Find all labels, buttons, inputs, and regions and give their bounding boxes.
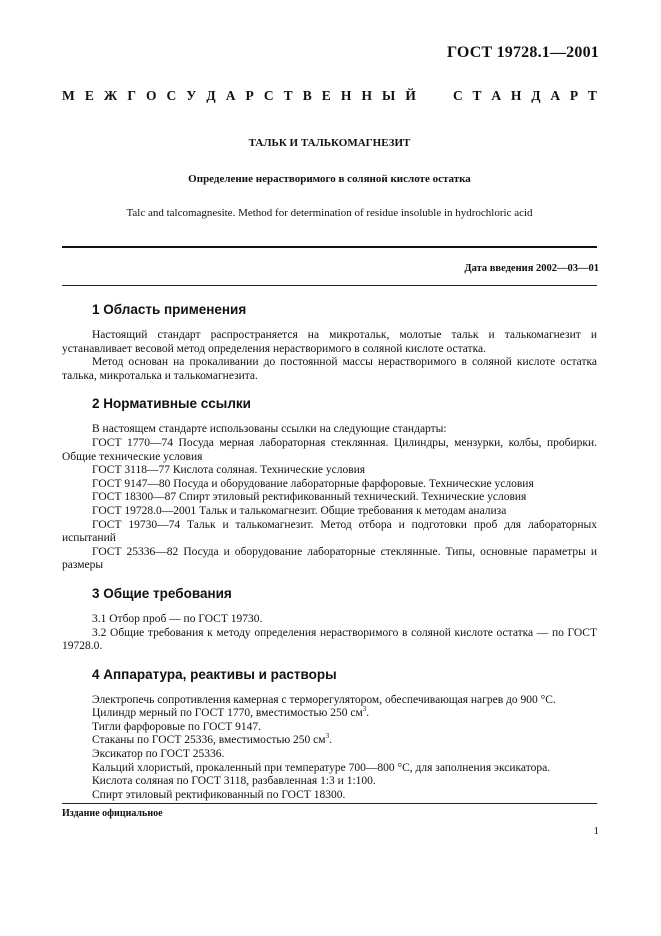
apparatus-item: Кислота соляная по ГОСТ 3118, разбавленная 1:3 и 1:100. xyxy=(92,775,376,788)
superscript: 3 xyxy=(325,732,330,741)
introduction-date: Дата введения 2002—03—01 xyxy=(464,263,599,274)
document-body xyxy=(62,300,597,802)
reference-item: ГОСТ 18300—87 Спирт этиловый ректификованный технический. Технические условия xyxy=(92,491,527,504)
section-apparatus-reagents xyxy=(62,665,597,803)
document-subtitle: Определение нерастворимого в соляной кислоте остатка xyxy=(188,173,471,185)
section-heading: 2 Нормативные ссылки xyxy=(92,396,251,412)
interstate-standard-banner xyxy=(62,88,597,104)
apparatus-item: Спирт этиловый ректификованный по ГОСТ 18300. xyxy=(92,788,346,801)
reference-item: ГОСТ 1770—74 Посуда мерная лабораторная стеклянная. Цилиндры, мензурки, колбы, пробирки. Общие технические условия xyxy=(62,436,597,463)
section-heading: 4 Аппаратура, реактивы и растворы xyxy=(92,666,337,682)
clause-item: 3.1 Отбор проб — по ГОСТ 19730. xyxy=(92,612,263,625)
reference-item: ГОСТ 3118—77 Кислота соляная. Технические условия xyxy=(92,464,366,477)
standard-code: ГОСТ 19728.1—2001 xyxy=(446,44,599,61)
paragraph: Настоящий стандарт распространяется на микротальк, молотые тальк и талькомагнезит и устанавливает весовой метод определения нерастворимого в соляной кислоте остатка. xyxy=(62,329,597,355)
apparatus-item: Стаканы по ГОСТ 25336, вместимостью 250 $см^3$. xyxy=(92,732,332,747)
apparatus-item: Тигли фарфоровые по ГОСТ 9147. xyxy=(92,720,261,733)
date-divider xyxy=(62,285,597,286)
apparatus-item: Эксикатор по ГОСТ 25336. xyxy=(92,748,225,761)
reference-intro: В настоящем стандарте использованы ссылки на следующие стандарты: xyxy=(92,423,447,436)
section-normative-references xyxy=(62,394,597,573)
section-general-requirements xyxy=(62,584,597,654)
superscript: 3 xyxy=(362,705,367,714)
apparatus-item: Цилиндр мерный по ГОСТ 1770, вместимостью 250 $см^3$. xyxy=(92,705,370,720)
official-edition-note: Издание официальное xyxy=(62,803,597,819)
section-heading: 1 Область применения xyxy=(92,302,247,317)
section-heading: 3 Общие требования xyxy=(92,585,232,601)
document-title: ТАЛЬК И ТАЛЬКОМАГНЕЗИТ xyxy=(248,137,411,149)
clause-item: 3.2 Общие требования к методу определения нерастворимого в соляной кислоте остатка — по ГОСТ 19728.0. xyxy=(62,626,597,653)
banner-word-interstate: М Е Ж Г О С У Д А Р С Т В Е Н Н Ы Й xyxy=(62,88,416,103)
reference-item: ГОСТ 19730—74 Тальк и талькомагнезит. Метод отбора и подготовки проб для лабораторных испытаний xyxy=(62,518,597,545)
page-number: 1 xyxy=(593,825,599,837)
apparatus-item: Электропечь сопротивления камерная с терморегулятором, обеспечивающая нагрев до 900 °С. xyxy=(92,693,556,706)
banner-word-standard: С Т А Н Д А Р Т xyxy=(453,88,597,103)
reference-item: ГОСТ 9147—80 Посуда и оборудование лабораторные фарфоровые. Технические условия xyxy=(92,477,534,490)
section-scope xyxy=(62,300,597,383)
reference-item: ГОСТ 19728.0—2001 Тальк и талькомагнезит. Общие требования к методам анализа xyxy=(92,504,507,517)
header-divider xyxy=(62,246,597,248)
paragraph: Метод основан на прокаливании до постоянной массы нерастворимого в соляной кислоте остатка талька, микроталька и талькомагнезита. xyxy=(62,356,597,382)
apparatus-item: Кальций хлористый, прокаленный при температуре 700—800 °С, для заполнения эксикатора. xyxy=(92,761,551,774)
reference-item: ГОСТ 25336—82 Посуда и оборудование лабораторные стеклянные. Типы, основные параметры и размеры xyxy=(62,545,597,572)
english-title: Talc and talcomagnesite. Method for determination of residue insoluble in hydrochloric acid xyxy=(126,207,533,219)
